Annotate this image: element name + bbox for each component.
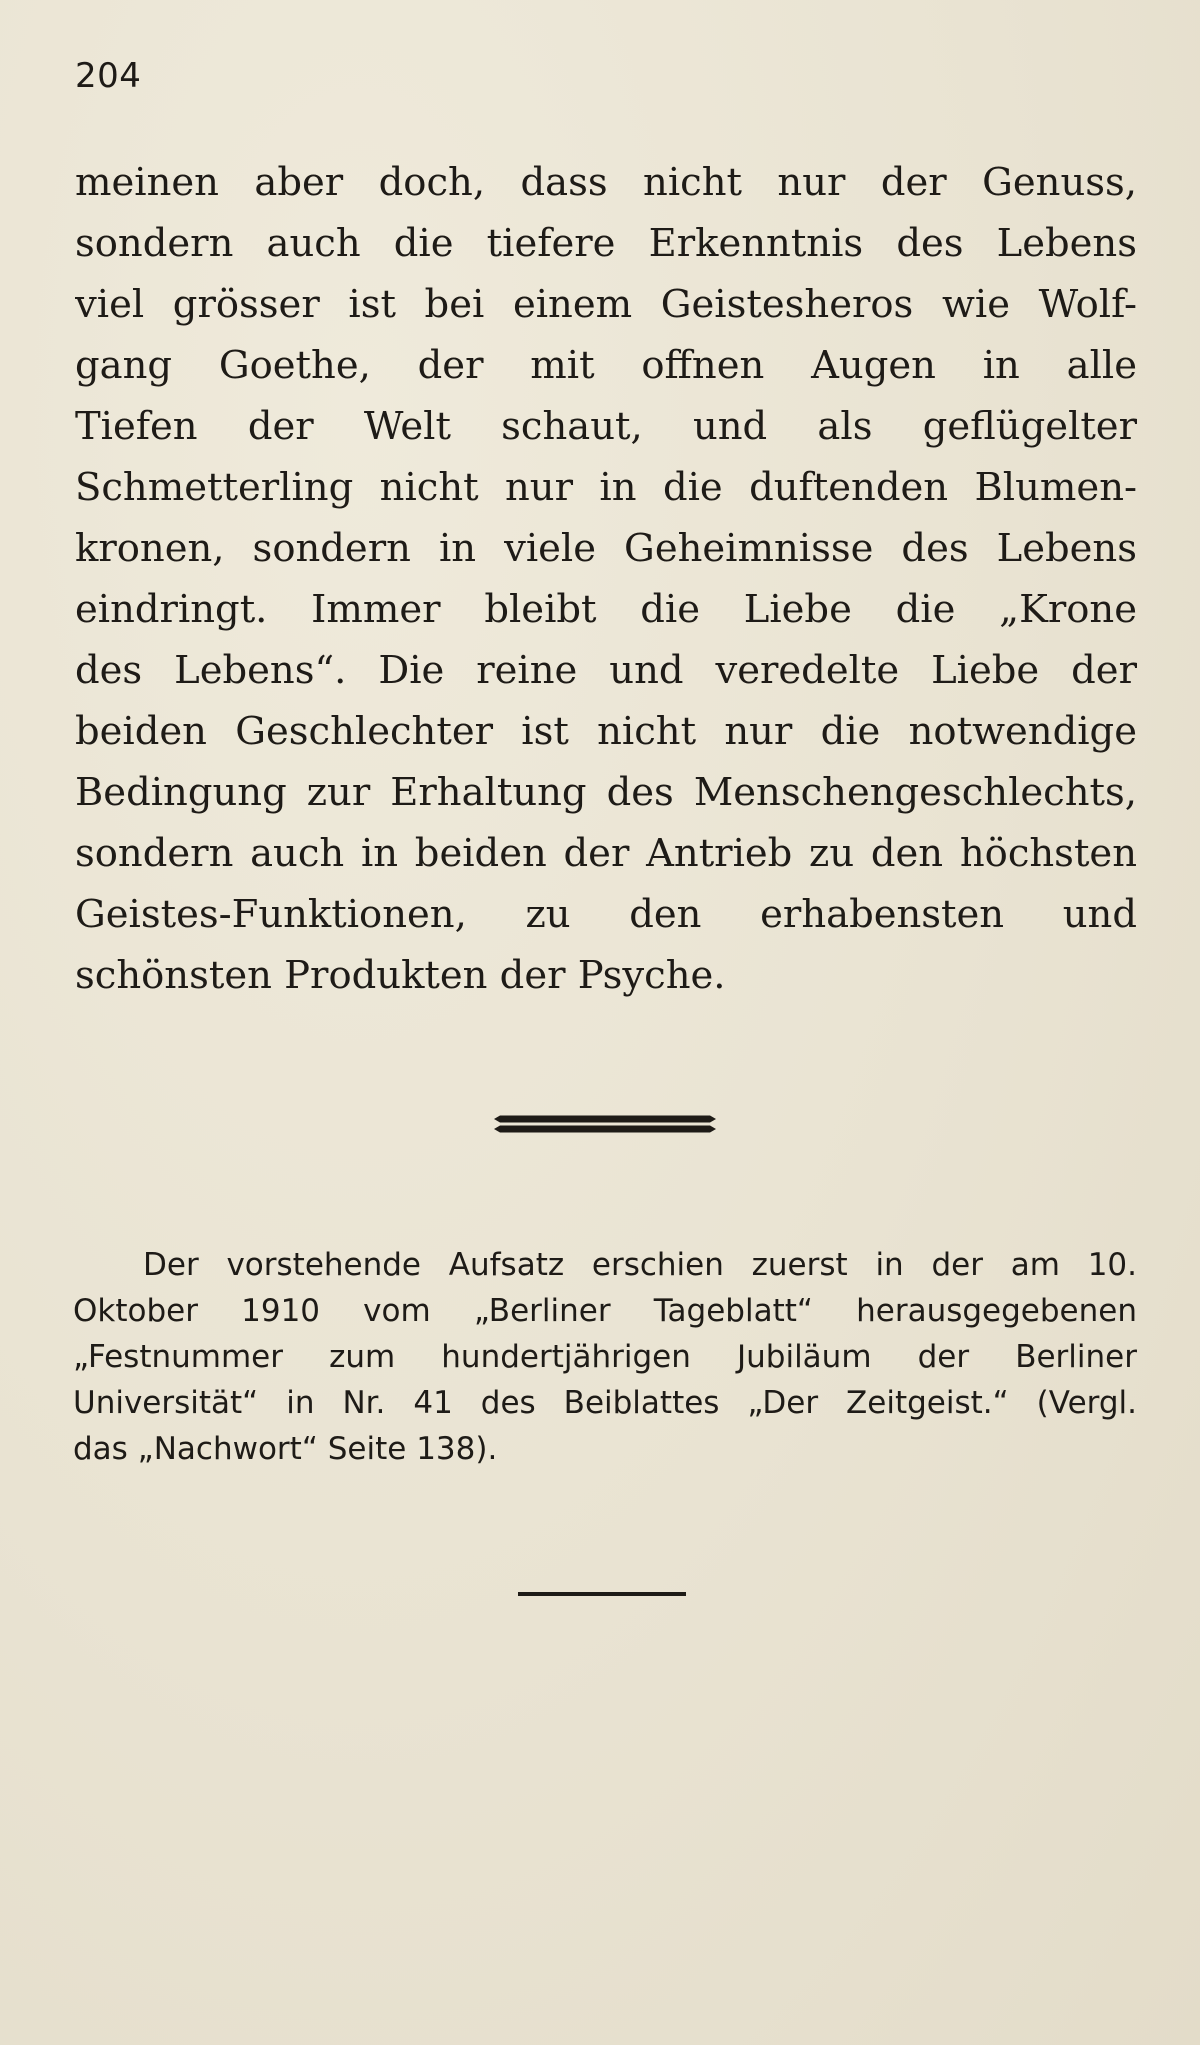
body-line: sondern auch die tiefere Erkenntnis des Lebens xyxy=(75,221,1137,266)
body-line: Schmetterling nicht nur in die duftenden Blumen- xyxy=(75,465,1137,510)
body-line: des Lebens“. Die reine und veredelte Liebe der xyxy=(75,648,1137,693)
body-line: kronen, sondern in viele Geheimnisse des Lebens xyxy=(75,526,1137,571)
body-line: gang Goethe, der mit offnen Augen in alle xyxy=(75,343,1137,388)
body-text xyxy=(75,152,1137,1006)
body-line: meinen aber doch, dass nicht nur der Genuss, xyxy=(75,160,1137,205)
body-line: Geistes-Funktionen, zu den erhabensten und xyxy=(75,892,1137,937)
end-rule xyxy=(518,1592,686,1596)
body-line: Tiefen der Welt schaut, und als geflügelter xyxy=(75,404,1137,449)
ornamental-double-rule xyxy=(494,1111,716,1135)
body-line: viel grösser ist bei einem Geistesheros wie Wolf- xyxy=(75,282,1137,327)
body-line: schönsten Produkten der Psyche. xyxy=(75,953,726,998)
footnote-line: das „Nachwort“ Seite 138). xyxy=(73,1431,498,1467)
footnote-line: Oktober 1910 vom „Berliner Tageblatt“ herausgegebenen xyxy=(73,1293,1137,1329)
footnote-line: Universität“ in Nr. 41 des Beiblattes „Der Zeitgeist.“ (Vergl. xyxy=(73,1385,1137,1421)
footnote-line: Der vorstehende Aufsatz erschien zuerst in der am 10. xyxy=(143,1247,1137,1283)
body-line: eindringt. Immer bleibt die Liebe die „Krone xyxy=(75,587,1137,632)
body-line: Bedingung zur Erhaltung des Menschengeschlechts, xyxy=(75,770,1137,815)
body-line: sondern auch in beiden der Antrieb zu den höchsten xyxy=(75,831,1137,876)
body-line: beiden Geschlechter ist nicht nur die notwendige xyxy=(75,709,1137,754)
footnote-line: „Festnummer zum hundertjährigen Jubiläum der Berliner xyxy=(73,1339,1137,1375)
footnote xyxy=(73,1242,1137,1472)
page-number: 204 xyxy=(75,56,142,96)
